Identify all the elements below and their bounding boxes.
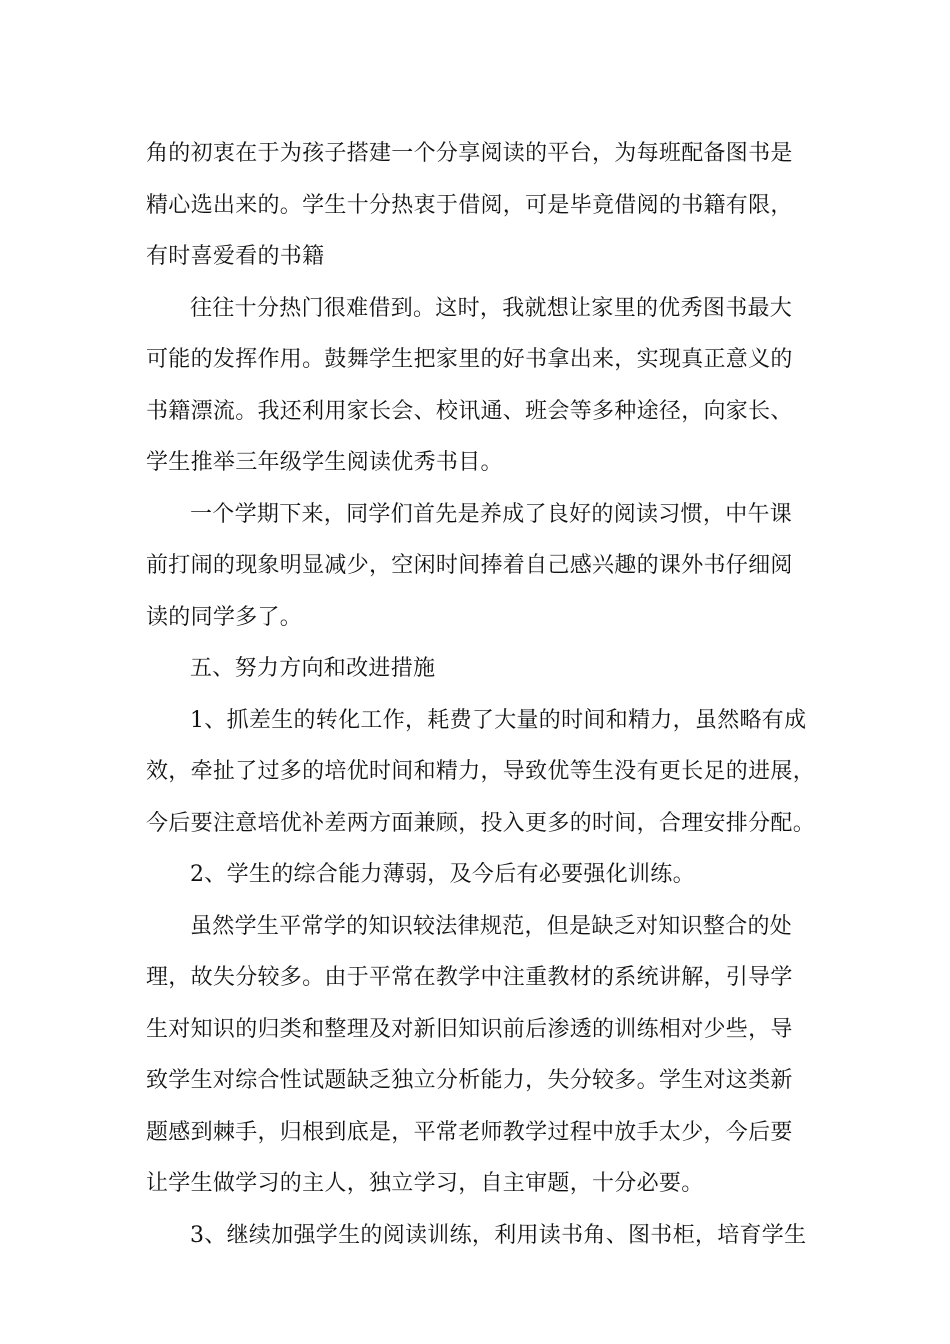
document-body (146, 128, 816, 1261)
text-line: 题感到棘手，归根到底是，平常老师教学过程中放手太少，今后要 (146, 1119, 793, 1145)
text-line: 生对知识的归类和整理及对新旧知识前后渗透的训练相对少些，导 (146, 1016, 793, 1042)
section-heading: 五、努力方向和改进措施 (190, 656, 436, 681)
text-line: 理，故失分较多。由于平常在教学中注重教材的系统讲解，引导学 (146, 965, 793, 990)
text-line: 3、继续加强学生的阅读训练，利用读书角、图书柜，培育学生 (190, 1222, 807, 1248)
text-line: 效，牵扯了过多的培优时间和精力，导致优等生没有更长足的进展， (146, 759, 816, 784)
text-line: 今后要注意培优补差两方面兼顾，投入更多的时间，合理安排分配。 (146, 810, 816, 836)
text-line: 读的同学多了。 (146, 604, 303, 630)
text-line: 可能的发挥作用。鼓舞学生把家里的好书拿出来，实现真正意义的 (146, 347, 793, 372)
text-line: 前打闹的现象明显减少，空闲时间捧着自己感兴趣的课外书仔细阅 (146, 553, 793, 578)
text-line: 让学生做学习的主人，独立学习，自主审题，十分必要。 (146, 1171, 704, 1196)
text-line: 一个学期下来，同学们首先是养成了良好的阅读习惯，中午课 (190, 501, 793, 527)
text-line: 有时喜爱看的书籍 (146, 244, 325, 269)
text-line: 角的初衷在于为孩子搭建一个分享阅读的平台，为每班配备图书是 (146, 141, 793, 166)
text-line: 虽然学生平常学的知识较法律规范，但是缺乏对知识整合的处 (190, 913, 793, 939)
text-line: 往往十分热门很难借到。这时，我就想让家里的优秀图书最大 (190, 295, 793, 321)
text-line: 致学生对综合性试题缺乏独立分析能力，失分较多。学生对这类新 (146, 1068, 793, 1093)
text-line: 2、学生的综合能力薄弱，及今后有必要强化训练。 (190, 862, 695, 887)
text-line: 精心选出来的。学生十分热衷于借阅，可是毕竟借阅的书籍有限， (146, 192, 793, 218)
text-line: 学生推举三年级学生阅读优秀书目。 (146, 450, 503, 475)
text-line: 1、抓差生的转化工作，耗费了大量的时间和精力，虽然略有成 (190, 707, 807, 733)
text-line: 书籍漂流。我还利用家长会、校讯通、班会等多种途径，向家长、 (146, 398, 793, 424)
